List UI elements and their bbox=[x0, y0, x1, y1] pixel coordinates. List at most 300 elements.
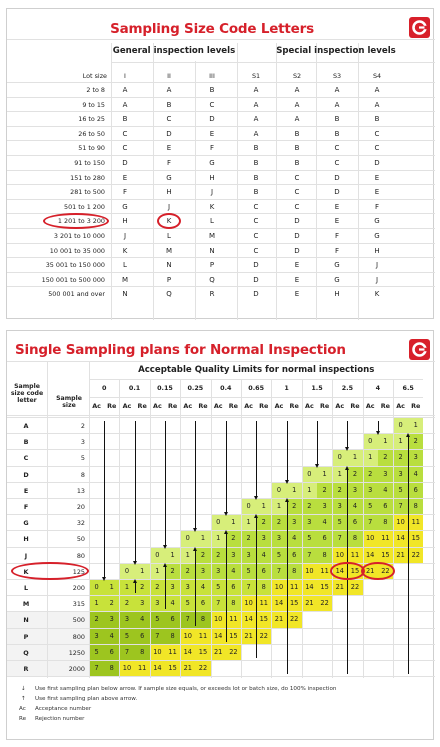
code-letter-cell: H bbox=[334, 290, 340, 299]
sample-code-cell: E bbox=[23, 486, 29, 495]
acceptance-cell: 1 bbox=[104, 580, 119, 595]
code-letter-cell: H bbox=[374, 246, 380, 255]
aql-value: 0.25 bbox=[187, 384, 204, 392]
acceptance-cell: 6 bbox=[317, 531, 332, 546]
sample-code-cell: K bbox=[23, 567, 29, 576]
sample-size-cell: 8 bbox=[80, 470, 85, 479]
acceptance-cell: 2 bbox=[241, 531, 256, 546]
lot-highlight-ring bbox=[43, 213, 109, 229]
up-arrow-icon: ↑ bbox=[21, 696, 26, 703]
acceptance-cell: 21 bbox=[180, 661, 195, 676]
code-letter-cell: A bbox=[122, 86, 128, 94]
acceptance-cell: 8 bbox=[408, 499, 423, 514]
acceptance-cell: 10 bbox=[119, 661, 134, 676]
acceptance-cell: 4 bbox=[408, 467, 423, 482]
down-arrow-icon bbox=[135, 421, 136, 561]
acceptance-cell: 4 bbox=[195, 580, 210, 595]
ac-label: Ac bbox=[274, 402, 284, 410]
divider bbox=[302, 379, 303, 678]
row-divider bbox=[7, 82, 435, 83]
sample-size-cell: 3 bbox=[80, 438, 85, 447]
column-header: II bbox=[167, 72, 171, 80]
acceptance-cell: 2 bbox=[271, 515, 286, 530]
down-arrow-icon bbox=[224, 512, 228, 516]
acceptance-cell: 3 bbox=[165, 580, 180, 595]
row-divider bbox=[7, 417, 435, 418]
acceptance-cell: 14 bbox=[241, 612, 256, 627]
column-header: S3 bbox=[332, 72, 342, 80]
acceptance-cell: 14 bbox=[211, 629, 226, 644]
code-letter-cell: A bbox=[253, 100, 259, 109]
row-divider bbox=[7, 111, 435, 112]
acceptance-cell: 10 bbox=[180, 629, 195, 644]
re-label: Re bbox=[259, 402, 269, 410]
lot-size-cell: 2 to 8 bbox=[86, 86, 105, 94]
acceptance-cell: 0 bbox=[302, 467, 317, 482]
code-letter-cell: C bbox=[294, 202, 300, 211]
acceptance-cell: 7 bbox=[332, 531, 347, 546]
up-arrow-icon bbox=[285, 498, 289, 502]
acceptance-cell: 7 bbox=[211, 596, 226, 611]
code-letter-cell: D bbox=[294, 217, 300, 226]
re-label: Re bbox=[137, 402, 147, 410]
up-arrow-icon bbox=[163, 563, 167, 567]
acceptance-cell: 14 bbox=[180, 645, 195, 660]
footnote-text: Use first sampling plan above arrow. bbox=[35, 696, 138, 703]
acceptance-cell: 3 bbox=[241, 548, 256, 563]
column-header: III bbox=[209, 72, 215, 80]
acceptance-cell: 0 bbox=[241, 499, 256, 514]
code-letter-cell: J bbox=[123, 232, 127, 240]
acceptance-cell: 0 bbox=[271, 483, 286, 498]
acceptance-cell: 22 bbox=[317, 596, 332, 611]
code-letter-cell: A bbox=[253, 129, 259, 138]
divider bbox=[7, 39, 435, 40]
sample-size-cell: 32 bbox=[76, 519, 85, 528]
down-arrow-icon bbox=[193, 528, 197, 532]
column-header: S1 bbox=[251, 72, 261, 80]
code-letter-cell: M bbox=[208, 232, 216, 240]
row-divider bbox=[7, 184, 435, 185]
acceptance-cell: 2 bbox=[104, 596, 119, 611]
sampling-plan-title: Single Sampling plans for Normal Inspection bbox=[15, 342, 346, 358]
acceptance-cell: 15 bbox=[287, 596, 302, 611]
down-arrow-icon bbox=[315, 464, 319, 468]
row-divider bbox=[7, 170, 435, 171]
lot-size-cell: 51 to 90 bbox=[78, 144, 105, 153]
divider bbox=[358, 43, 359, 320]
acceptance-cell: 4 bbox=[135, 612, 150, 627]
acceptance-cell: 2 bbox=[211, 548, 226, 563]
acceptance-cell: 3 bbox=[89, 629, 104, 644]
lot-size-cell: 150 001 to 500 000 bbox=[41, 275, 105, 284]
code-letter-cell: G bbox=[209, 159, 215, 167]
acceptance-cell: 4 bbox=[104, 629, 119, 644]
acceptance-cell: 7 bbox=[89, 661, 104, 676]
row-divider bbox=[7, 155, 435, 156]
acceptance-cell: 3 bbox=[104, 612, 119, 627]
code-letter-cell: G bbox=[374, 217, 380, 226]
aql-value: 0 bbox=[101, 384, 107, 392]
divider bbox=[7, 361, 435, 362]
acceptance-cell: 8 bbox=[378, 515, 393, 530]
re-label: Re bbox=[319, 402, 330, 410]
acceptance-cell: 11 bbox=[256, 596, 271, 611]
acceptance-cell: 6 bbox=[347, 515, 362, 530]
brand-logo-icon bbox=[409, 339, 430, 360]
column-header: S2 bbox=[292, 72, 302, 80]
sample-size-cell: 50 bbox=[76, 535, 85, 544]
code-letter-cell: A bbox=[294, 115, 300, 124]
code-letter-cell: B bbox=[122, 115, 128, 124]
acceptance-cell: 21 bbox=[302, 596, 317, 611]
sample-code-cell: D bbox=[23, 470, 29, 479]
ac-label: Ac bbox=[365, 402, 375, 410]
acceptance-cell: 4 bbox=[347, 499, 362, 514]
acceptance-cell: 14 bbox=[150, 661, 165, 676]
code-letter-cell: D bbox=[253, 275, 259, 284]
acceptance-cell: 3 bbox=[302, 515, 317, 530]
acceptance-cell: 8 bbox=[226, 596, 241, 611]
acceptance-cell: 3 bbox=[119, 612, 134, 627]
divider bbox=[393, 379, 394, 678]
code-letter-cell: G bbox=[334, 275, 340, 284]
code-letter-cell: N bbox=[209, 246, 215, 255]
acceptance-cell: 5 bbox=[363, 499, 378, 514]
aql-value: 1.5 bbox=[311, 384, 323, 392]
code-letter-cell: B bbox=[334, 115, 340, 124]
footnote-text: Use first sampling plan below arrow. If sample size equals, or exceeds lot or batch size, do 100% inspection bbox=[35, 686, 337, 693]
acceptance-cell: 1 bbox=[150, 564, 165, 579]
code-letter-cell: C bbox=[334, 159, 340, 167]
acceptance-cell: 2 bbox=[226, 531, 241, 546]
acceptance-cell: 3 bbox=[150, 596, 165, 611]
acceptance-cell: 2 bbox=[180, 564, 195, 579]
value-highlight-ring bbox=[330, 562, 364, 580]
acceptance-cell: 14 bbox=[271, 596, 286, 611]
acceptance-cell: 0 bbox=[393, 418, 408, 433]
acceptance-cell: 15 bbox=[347, 564, 362, 579]
code-letter-cell: A bbox=[374, 86, 380, 94]
code-letter-cell: M bbox=[165, 246, 173, 255]
code-letter-cell: C bbox=[294, 173, 300, 182]
code-letter-cell: B bbox=[294, 129, 300, 138]
acceptance-cell: 2 bbox=[332, 483, 347, 498]
acceptance-cell: 15 bbox=[378, 548, 393, 563]
acceptance-cell: 4 bbox=[256, 548, 271, 563]
sample-code-cell: N bbox=[23, 616, 29, 625]
ac-label: Ac bbox=[305, 402, 314, 410]
acceptance-cell: 21 bbox=[393, 548, 408, 563]
down-arrow-icon bbox=[347, 421, 348, 447]
row-divider bbox=[7, 243, 435, 244]
acceptance-cell: 2 bbox=[135, 580, 150, 595]
acceptance-cell: 7 bbox=[363, 515, 378, 530]
acceptance-cell: 2 bbox=[287, 499, 302, 514]
acceptance-cell: 14 bbox=[363, 548, 378, 563]
aql-header: Acceptable Quality Limits for normal inspections bbox=[138, 365, 375, 375]
acceptance-cell: 8 bbox=[195, 612, 210, 627]
sample-code-cell: H bbox=[23, 535, 29, 544]
divider bbox=[111, 62, 435, 63]
acceptance-cell: 5 bbox=[241, 564, 256, 579]
acceptance-cell: 2 bbox=[150, 580, 165, 595]
down-arrow-icon bbox=[133, 561, 137, 565]
acceptance-cell: 10 bbox=[332, 548, 347, 563]
up-arrow-icon bbox=[226, 534, 227, 641]
acceptance-cell: 3 bbox=[180, 580, 195, 595]
acceptance-cell: 1 bbox=[241, 515, 256, 530]
acceptance-cell: 3 bbox=[317, 499, 332, 514]
acceptance-cell: 1 bbox=[165, 548, 180, 563]
divider bbox=[119, 379, 120, 678]
divider bbox=[89, 397, 423, 398]
acceptance-cell: 2 bbox=[119, 596, 134, 611]
lot-size-cell: 281 to 500 bbox=[70, 188, 105, 197]
code-letter-cell: K bbox=[209, 202, 215, 211]
aql-value: 6.5 bbox=[402, 384, 414, 392]
code-letter-cell: B bbox=[253, 173, 259, 182]
divider bbox=[363, 379, 364, 678]
down-arrow-icon bbox=[102, 577, 106, 581]
code-letter-cell: A bbox=[122, 100, 128, 109]
divider bbox=[89, 361, 90, 678]
acceptance-cell: 4 bbox=[165, 596, 180, 611]
code-letter-cell: F bbox=[209, 144, 215, 153]
acceptance-cell: 4 bbox=[317, 515, 332, 530]
code-letter-cell: A bbox=[334, 86, 340, 94]
aql-value: 0.4 bbox=[220, 384, 232, 392]
down-arrow-icon bbox=[226, 421, 227, 512]
acceptance-cell: 3 bbox=[135, 596, 150, 611]
acceptance-cell: 11 bbox=[347, 548, 362, 563]
code-letter-cell: H bbox=[122, 217, 128, 226]
divider bbox=[111, 43, 112, 320]
acceptance-cell: 4 bbox=[226, 564, 241, 579]
code-letter-cell: D bbox=[253, 290, 259, 299]
acceptance-cell: 2 bbox=[378, 450, 393, 465]
acceptance-cell: 15 bbox=[195, 645, 210, 660]
acceptance-cell: 1 bbox=[211, 531, 226, 546]
lot-size-cell: 35 001 to 150 000 bbox=[45, 261, 105, 270]
divider bbox=[332, 379, 333, 678]
acceptance-cell: 2 bbox=[317, 483, 332, 498]
code-letter-cell: R bbox=[209, 290, 215, 299]
acceptance-cell: 0 bbox=[211, 515, 226, 530]
down-arrow-icon bbox=[163, 545, 167, 549]
acceptance-cell: 8 bbox=[287, 564, 302, 579]
acceptance-cell: 6 bbox=[256, 564, 271, 579]
column-header: S4 bbox=[372, 72, 382, 80]
code-letter-cell: C bbox=[253, 232, 259, 240]
lot-size-label: Lot size bbox=[82, 72, 107, 80]
acceptance-cell: 8 bbox=[347, 531, 362, 546]
lot-size-cell: 1 201 to 3 200 bbox=[57, 217, 105, 226]
up-arrow-icon bbox=[165, 567, 166, 610]
aql-value: 2.5 bbox=[341, 384, 354, 392]
up-arrow-icon bbox=[345, 466, 349, 470]
acceptance-cell: 0 bbox=[332, 450, 347, 465]
code-letter-cell: P bbox=[166, 275, 172, 284]
code-letter-cell: B bbox=[166, 100, 172, 109]
code-letter-cell: L bbox=[210, 217, 214, 226]
code-letter-cell: E bbox=[122, 173, 128, 182]
sample-code-cell: F bbox=[23, 503, 29, 511]
code-letter-cell: C bbox=[166, 115, 172, 124]
acceptance-cell: 1 bbox=[302, 483, 317, 498]
acceptance-cell: 6 bbox=[226, 580, 241, 595]
code-letter-cell: B bbox=[294, 159, 300, 167]
code-letter-cell: C bbox=[253, 202, 259, 211]
lot-size-cell: 501 to 1 200 bbox=[64, 202, 105, 211]
acceptance-cell: 3 bbox=[287, 515, 302, 530]
sample-size-header: Sample size bbox=[56, 395, 82, 410]
code-letter-cell: K bbox=[122, 246, 128, 255]
acceptance-cell: 14 bbox=[393, 531, 408, 546]
acceptance-cell: 21 bbox=[332, 580, 347, 595]
sample-code-cell: M bbox=[22, 600, 30, 609]
down-arrow-icon bbox=[254, 496, 258, 500]
code-letter-cell: A bbox=[253, 115, 259, 124]
acceptance-cell: 5 bbox=[150, 612, 165, 627]
down-arrow-icon bbox=[287, 421, 288, 480]
re-label: Re bbox=[411, 402, 421, 410]
acceptance-cell: 6 bbox=[195, 596, 210, 611]
code-letter-header: Sample size code letter bbox=[10, 383, 44, 405]
down-arrow-icon bbox=[195, 421, 196, 528]
acceptance-cell: 10 bbox=[241, 596, 256, 611]
value-highlight-ring bbox=[361, 562, 395, 580]
code-letter-cell: G bbox=[374, 232, 380, 240]
acceptance-cell: 11 bbox=[317, 564, 332, 579]
ac-label: Ac bbox=[213, 402, 223, 410]
code-letter-cell: E bbox=[334, 202, 340, 211]
acceptance-cell: 0 bbox=[363, 434, 378, 449]
acceptance-cell: 22 bbox=[378, 564, 393, 579]
code-letter-cell: C bbox=[122, 129, 128, 138]
acceptance-cell: 1 bbox=[347, 450, 362, 465]
re-label: Re bbox=[380, 402, 391, 410]
acceptance-cell: 21 bbox=[211, 645, 226, 660]
code-letter-cell: D bbox=[294, 232, 300, 240]
acceptance-cell: 10 bbox=[363, 531, 378, 546]
lot-size-cell: 500 001 and over bbox=[48, 290, 105, 299]
down-arrow-icon bbox=[285, 480, 289, 484]
acceptance-cell: 1 bbox=[363, 450, 378, 465]
code-letter-cell: D bbox=[209, 115, 215, 124]
acceptance-cell: 2 bbox=[347, 467, 362, 482]
code-letter-cell: B bbox=[334, 129, 340, 138]
row-divider bbox=[7, 199, 435, 200]
acceptance-cell: 1 bbox=[180, 548, 195, 563]
sample-size-cell: 13 bbox=[76, 486, 85, 495]
acceptance-cell: 21 bbox=[241, 629, 256, 644]
divider bbox=[241, 379, 242, 678]
aql-value: 4 bbox=[375, 384, 381, 392]
acceptance-cell: 0 bbox=[89, 580, 104, 595]
code-letter-cell: N bbox=[166, 261, 172, 270]
divider bbox=[276, 43, 277, 320]
acceptance-cell: 22 bbox=[195, 661, 210, 676]
aql-value: 0.65 bbox=[248, 384, 265, 392]
down-arrow-icon bbox=[376, 431, 380, 435]
divider bbox=[180, 379, 181, 678]
acceptance-cell: 2 bbox=[256, 515, 271, 530]
aql-value: 1 bbox=[284, 384, 289, 392]
code-letter-cell: A bbox=[294, 100, 300, 109]
acceptance-cell: 8 bbox=[165, 629, 180, 644]
acceptance-cell: 15 bbox=[226, 629, 241, 644]
code-letter-cell: A bbox=[166, 86, 172, 94]
acceptance-cell: 22 bbox=[287, 612, 302, 627]
code-letter-cell: L bbox=[123, 261, 127, 270]
acceptance-cell: 8 bbox=[317, 548, 332, 563]
divider bbox=[89, 379, 423, 380]
acceptance-cell: 1 bbox=[378, 434, 393, 449]
re-label: Re bbox=[228, 402, 239, 410]
re-label: Re bbox=[350, 402, 360, 410]
row-divider bbox=[7, 272, 435, 273]
code-letter-cell: Q bbox=[209, 275, 215, 284]
acceptance-cell: 1 bbox=[393, 434, 408, 449]
up-arrow-icon bbox=[193, 547, 197, 551]
code-letter-cell: B bbox=[253, 188, 259, 197]
acceptance-cell: 1 bbox=[332, 467, 347, 482]
acceptance-cell: 3 bbox=[256, 531, 271, 546]
acceptance-cell: 5 bbox=[302, 531, 317, 546]
code-letter-cell: J bbox=[210, 188, 214, 197]
code-letters-title: Sampling Size Code Letters bbox=[110, 21, 314, 37]
row-divider bbox=[7, 97, 435, 98]
acceptance-cell: 14 bbox=[302, 580, 317, 595]
sample-code-cell: R bbox=[23, 665, 29, 673]
code-letter-cell: F bbox=[374, 202, 380, 211]
footnote-symbol: Re bbox=[19, 716, 27, 723]
down-arrow-icon bbox=[165, 421, 166, 545]
code-letter-cell: F bbox=[334, 246, 340, 255]
acceptance-cell: 1 bbox=[119, 580, 134, 595]
acceptance-cell: 6 bbox=[104, 645, 119, 660]
code-letter-cell: C bbox=[374, 129, 380, 138]
sample-size-cell: 2 bbox=[80, 422, 85, 430]
up-arrow-icon bbox=[133, 579, 137, 583]
acceptance-cell: 11 bbox=[408, 515, 423, 530]
lot-size-cell: 26 to 50 bbox=[78, 129, 105, 138]
code-letter-cell: P bbox=[209, 261, 215, 270]
code-letter-cell: E bbox=[166, 144, 172, 153]
acceptance-cell: 15 bbox=[317, 580, 332, 595]
code-letter-cell: C bbox=[253, 217, 259, 226]
up-arrow-icon bbox=[224, 530, 228, 534]
footnote-text: Rejection number bbox=[35, 716, 85, 723]
acceptance-cell: 10 bbox=[393, 515, 408, 530]
general-levels-header: General inspection levels bbox=[112, 46, 236, 56]
lot-size-cell: 9 to 15 bbox=[82, 100, 105, 109]
acceptance-cell: 8 bbox=[256, 580, 271, 595]
down-arrow-icon bbox=[317, 421, 318, 464]
acceptance-cell: 1 bbox=[195, 531, 210, 546]
acceptance-cell: 7 bbox=[271, 564, 286, 579]
acceptance-cell: 2 bbox=[165, 564, 180, 579]
acceptance-cell: 3 bbox=[332, 499, 347, 514]
sample-code-cell: B bbox=[23, 438, 29, 447]
code-letter-cell: A bbox=[334, 100, 340, 109]
code-letter-cell: M bbox=[121, 275, 129, 284]
code-letter-cell: C bbox=[374, 144, 380, 153]
code-letter-cell: A bbox=[374, 100, 380, 109]
acceptance-cell: 5 bbox=[393, 483, 408, 498]
sample-code-cell: Q bbox=[23, 648, 29, 657]
